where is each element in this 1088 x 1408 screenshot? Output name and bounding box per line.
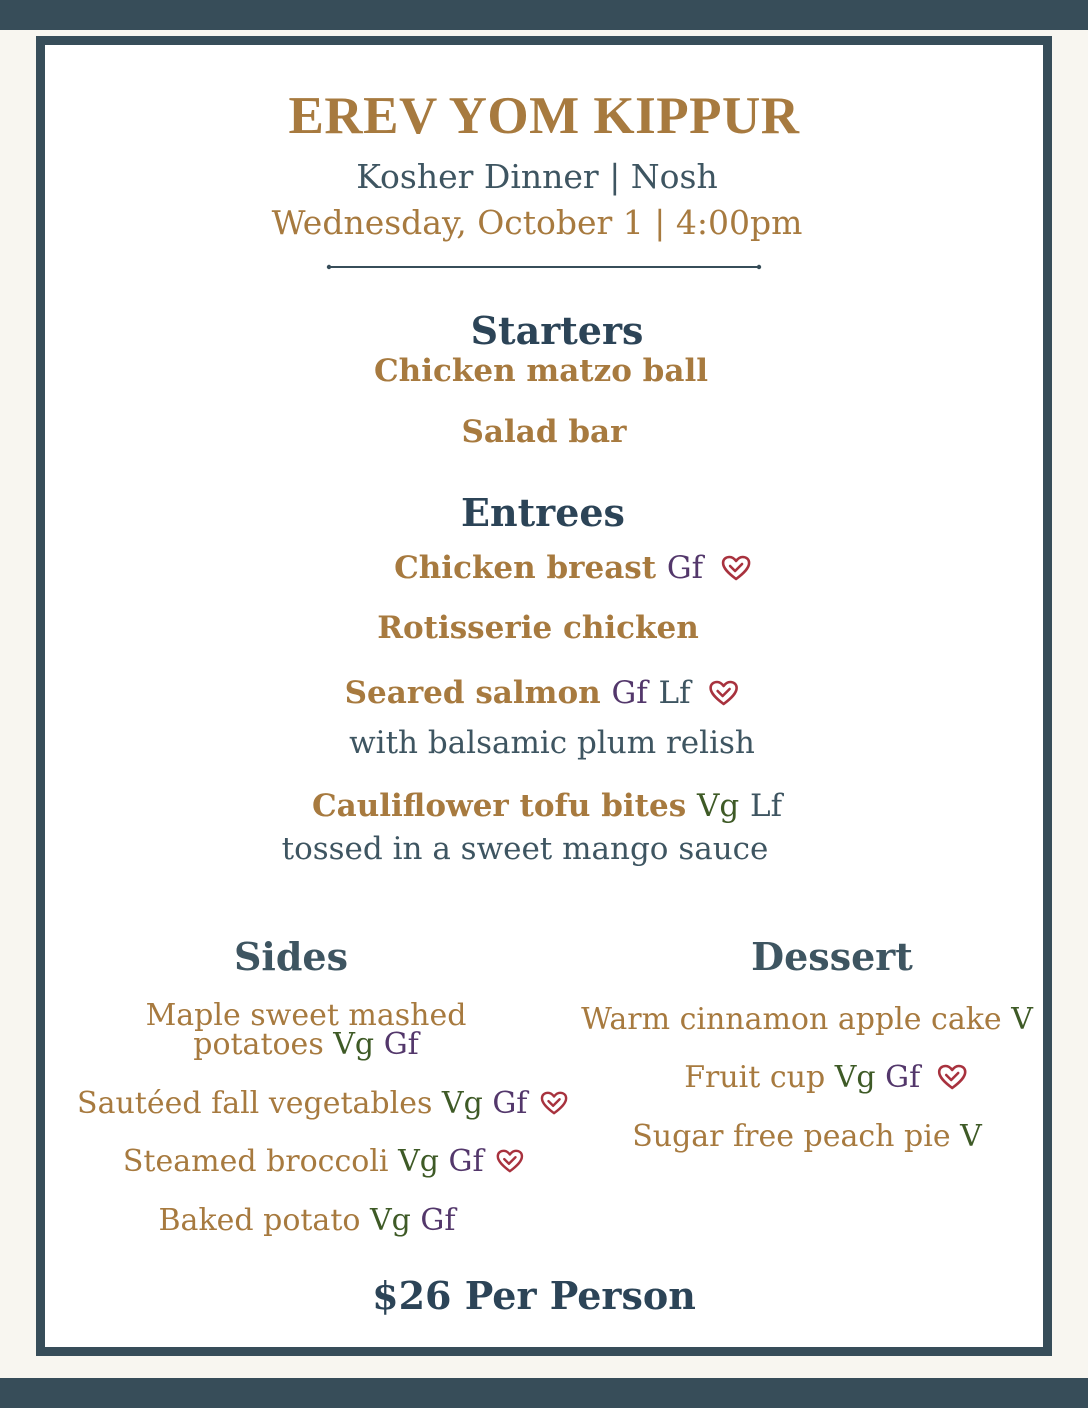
side-item [193, 1027, 419, 1062]
diet-tag: Gf [448, 1144, 484, 1179]
entree-item [311, 788, 783, 824]
section-heading-sides: Sides [233, 934, 349, 979]
diet-tag: Vg [696, 788, 740, 824]
side-item-line: Maple sweet mashed [145, 998, 467, 1033]
dessert-name: Warm cinnamon apple cake [581, 1002, 1002, 1037]
side-item [122, 1144, 525, 1179]
heart-check-icon [707, 679, 739, 707]
side-name: Baked potato [158, 1203, 361, 1238]
diet-tag: Vg [369, 1203, 411, 1238]
side-item [77, 1086, 569, 1121]
heart-check-icon [720, 554, 752, 582]
diet-tag: V [960, 1119, 982, 1154]
diet-tag: Vg [834, 1060, 876, 1095]
dessert-name: Sugar free peach pie [632, 1119, 951, 1154]
diet-tag: Lf [658, 675, 691, 711]
menu-title: EREV YOM KIPPUR [288, 87, 800, 145]
dessert-item [632, 1119, 982, 1154]
side-item [158, 1203, 456, 1238]
entree-name: Seared salmon [344, 675, 601, 711]
diet-tag: Gf [611, 675, 648, 711]
entree-name: Cauliflower tofu bites [311, 788, 687, 824]
entree-item [344, 675, 740, 711]
heart-check-icon [539, 1090, 569, 1116]
section-heading-starters: Starters [470, 308, 644, 353]
diet-tag: V [1011, 1002, 1033, 1037]
diet-tag: Gf [420, 1203, 456, 1238]
diet-tag: Vg [441, 1086, 483, 1121]
menu-subtitle: Kosher Dinner | Nosh [356, 157, 718, 196]
heart-check-icon [936, 1063, 968, 1091]
diet-tag: Vg [333, 1027, 375, 1062]
top-band [0, 0, 1088, 30]
diet-tag: Gf [383, 1027, 419, 1062]
diet-tag: Lf [749, 788, 783, 824]
entree-name: Chicken breast [394, 550, 657, 586]
heart-check-icon [495, 1148, 525, 1174]
section-heading-dessert: Dessert [751, 934, 913, 979]
side-name: Sautéed fall vegetables [77, 1086, 433, 1121]
starter-item: Salad bar [461, 414, 627, 450]
dessert-item [684, 1060, 968, 1095]
entree-name: Rotisserie chicken [377, 610, 699, 646]
entree-description: with balsamic plum relish [349, 725, 755, 761]
header-divider [326, 264, 762, 270]
price-per-person: $26 Per Person [372, 1273, 696, 1318]
diet-tag: Gf [492, 1086, 528, 1121]
dessert-name: Fruit cup [684, 1060, 826, 1095]
diet-tag: Vg [398, 1144, 439, 1179]
event-datetime: Wednesday, October 1 | 4:00pm [271, 203, 803, 242]
entree-item [394, 550, 752, 586]
entree-item [377, 610, 699, 646]
entree-description: tossed in a sweet mango sauce [281, 831, 769, 867]
section-heading-entrees: Entrees [461, 490, 625, 535]
side-name: potatoes [193, 1027, 324, 1062]
diet-tag: Gf [885, 1060, 921, 1095]
bottom-band [0, 1378, 1088, 1408]
side-name: Steamed broccoli [122, 1144, 389, 1179]
diet-tag: Gf [666, 550, 704, 586]
dessert-item [581, 1002, 1033, 1037]
starter-item: Chicken matzo ball [374, 353, 708, 389]
